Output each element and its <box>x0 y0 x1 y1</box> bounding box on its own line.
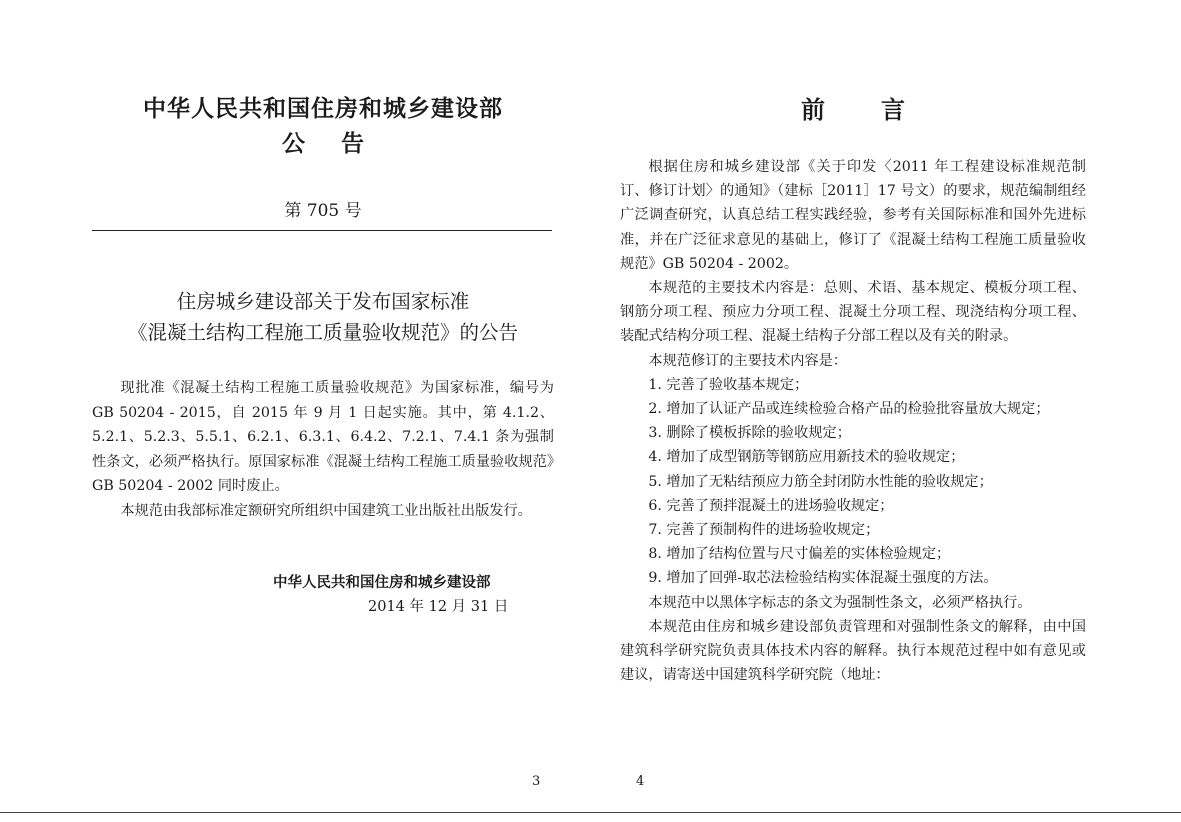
divider-rule <box>92 230 552 231</box>
subtitle-line-2: 《混凝土结构工程施工质量验收规范》的公告 <box>127 321 518 344</box>
preface-paragraph: 本规范由住房和城乡建设部负责管理和对强制性条文的解释，由中国建筑科学研究院负责具体技术内容的解释。执行本规范过程中如有意见或建议，请寄送中国建筑科学研究院（地址： <box>620 618 1086 684</box>
announcement-body <box>92 376 554 523</box>
preface-body <box>620 155 1086 687</box>
revision-item: 8. 增加了结构位置与尺寸偏差的实体检验规定； <box>648 546 951 563</box>
revision-item: 4. 增加了成型钢筋等钢筋应用新技术的验收规定； <box>648 449 965 466</box>
signature-date: 2014 年 12 月 31 日 <box>368 599 509 615</box>
ministry-title: 中华人民共和国住房和城乡建设部 <box>143 95 503 122</box>
subtitle-line-1: 住房城乡建设部关于发布国家标准 <box>176 290 470 313</box>
preface-paragraph: 本规范中以黑体字标志的条文为强制性条文，必须严格执行。 <box>648 594 1032 611</box>
right-page <box>620 0 1086 810</box>
left-page <box>92 0 554 810</box>
revision-item: 6. 完善了预拌混凝土的进场验收规定； <box>648 497 894 514</box>
revision-item: 2. 增加了认证产品或连续检验合格产品的检验批容量放大规定； <box>648 401 1050 418</box>
preface-paragraph: 本规范的主要技术内容是：总则、术语、基本规定、模板分项工程、钢筋分项工程、预应力分项工程、混凝土分项工程、现浇结构分项工程、装配式结构分项工程、混凝土结构子分部工程以及有关的附录。 <box>620 280 1086 345</box>
scan-bottom-border <box>0 812 1181 813</box>
revision-item: 7. 完善了预制构件的进场验收规定； <box>648 522 880 539</box>
announcement-number: 第 705 号 <box>284 201 362 221</box>
signature-organization: 中华人民共和国住房和城乡建设部 <box>273 574 491 591</box>
preface-paragraph: 本规范修订的主要技术内容是： <box>648 352 848 369</box>
announcement-paragraph-2: 本规范由我部标准定额研究所组织中国建筑工业出版社出版发行。 <box>120 502 532 519</box>
revision-item: 9. 增加了回弹-取芯法检验结构实体混凝土强度的方法。 <box>648 570 998 587</box>
preface-title: 前言 <box>801 95 961 124</box>
preface-paragraph: 根据住房和城乡建设部《关于印发〈2011 年工程建设标准规范制订、修订计划〉的通知》（建标［2011］17 号文）的要求，规范编制组经广泛调查研究，认真总结工程实践经验，参考有关国际标准和国外先进标准，并在广泛征求意见的基础上，修订了《混凝土结构工程施工质量验收规范》GB 50204 - 2002。 <box>620 159 1086 272</box>
revision-item: 1. 完善了验收基本规定； <box>648 376 809 393</box>
page-number-right: 4 <box>636 774 645 789</box>
announcement-label: 公告 <box>282 130 400 157</box>
revision-item: 5. 增加了无粘结预应力筋全封闭防水性能的验收规定； <box>648 473 993 490</box>
revision-item: 3. 删除了模板拆除的验收规定； <box>648 425 851 442</box>
page-number-left: 3 <box>532 774 541 789</box>
announcement-paragraph-1: 现批准《混凝土结构工程施工质量验收规范》为国家标准，编号为 GB 50204 - 2015，自 2015 年 9 月 1 日起实施。其中，第 4.1.2、5.2.1、5.2.3、5.5.1、6.2.1、6.3.1、6.4.2、7.2.1、7.4.1 条为强制性条文，必须严格执行。原国家标准《混凝土结构工程施工质量验收规范》GB 50204 - 2002 同时废止。 <box>92 380 554 494</box>
